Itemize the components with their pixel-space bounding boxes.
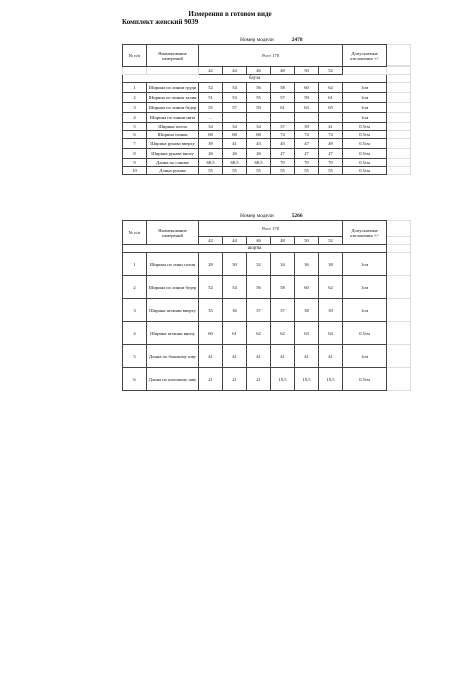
measurement-name-cell: Ширина по линии талии [147,93,199,103]
value-cell: 62 [319,276,343,299]
empty-cell [387,253,411,276]
size-cell: 44 [223,237,247,245]
value-cell: 74 [271,131,295,139]
row-number-cell: 3 [123,103,147,113]
value-cell: 55 [247,93,271,103]
model-number-line-2 [240,213,303,219]
value-cell: 55 [247,167,271,175]
size-cell: 46 [247,67,271,75]
measurement-name-cell: Ширина по лини талии [147,253,199,276]
empty-cell [387,103,411,113]
measurement-row [123,322,411,345]
value-cell: 21 [247,368,271,391]
value-cell: 58 [271,83,295,93]
measurement-row [123,299,411,322]
measurement-name-cell: Ширина штанин вверху [147,299,199,322]
value-cell: 55 [199,103,223,113]
value-cell: 60 [295,276,319,299]
value-cell [247,113,271,123]
measurement-name-cell: Ширина по линии бедер [147,276,199,299]
value-cell: 37 [271,123,295,131]
value-cell: 26 [247,149,271,159]
tolerance-cell: 1см [343,83,387,93]
value-cell: 19,5 [271,368,295,391]
row-number-cell: 4 [123,322,147,345]
size-cell: 48 [271,67,295,75]
value-cell: 27 [319,149,343,159]
row-number-cell: 6 [123,131,147,139]
value-cell: 19,5 [295,368,319,391]
empty-cell [387,45,411,66]
row-number-cell: 2 [123,276,147,299]
measurement-row [123,167,411,175]
measurement-row [123,139,411,149]
value-cell: 63 [295,103,319,113]
measurement-name-cell: Длина по боковому шву [147,345,199,368]
measurement-row [123,276,411,299]
empty-cell [387,167,411,175]
model-number: 2478 [291,37,303,43]
value-cell [295,113,319,123]
size-cell: 46 [247,237,271,245]
value-cell: 62 [319,83,343,93]
value-cell: 39 [199,139,223,149]
value-cell: 65 [319,103,343,113]
value-cell: 55 [319,167,343,175]
value-cell: 64 [319,322,343,345]
row-number-cell: 1 [123,83,147,93]
tolerance-cell: 1см [343,345,387,368]
tolerance-cell: 1см [343,276,387,299]
value-cell: 37 [247,299,271,322]
value-cell: 54 [223,83,247,93]
value-cell: 63 [295,322,319,345]
tolerance-cell: 0.5см [343,322,387,345]
measurement-row [123,93,411,103]
value-cell: 55 [271,167,295,175]
tolerance-cell: 1см [343,103,387,113]
measurement-row [123,113,411,123]
value-cell: 55 [199,167,223,175]
size-cell: 48 [271,237,295,245]
value-cell: 36 [295,253,319,276]
value-cell: 37 [271,299,295,322]
measurement-name-cell: Ширина плеча [147,123,199,131]
measurement-name-cell: Ширина по линии бедер [147,103,199,113]
measurement-row [123,368,411,391]
document-title: Измерения в готовом виде [188,10,272,18]
measurement-row [123,103,411,113]
value-cell: 45 [271,139,295,149]
value-cell [223,113,247,123]
value-cell: 49 [319,139,343,149]
header-number: № п/п [123,45,147,67]
value-cell: 32 [247,253,271,276]
measurement-row [123,159,411,167]
model-number: 5266 [291,213,303,219]
value-cell: 56 [247,83,271,93]
measurement-name-cell: Ширина спины [147,131,199,139]
value-cell: 68 [199,131,223,139]
tolerance-cell: 0.5см [343,159,387,167]
value-cell: 62 [247,322,271,345]
value-cell: 34 [199,123,223,131]
value-cell: 47 [295,139,319,149]
empty-cell [387,159,411,167]
value-cell: 55 [223,167,247,175]
size-cell: 52 [319,67,343,75]
value-cell: 26 [199,149,223,159]
size-cell: 42 [199,67,223,75]
row-number-cell: 1 [123,253,147,276]
value-cell: 74 [295,131,319,139]
measurement-row [123,83,411,93]
measurement-name-cell: Длина по шаговому шву [147,368,199,391]
tolerance-cell: 0.5см [343,149,387,159]
header-growth: Рост 170 [199,45,343,67]
value-cell: 74 [319,131,343,139]
empty-cell [387,299,411,322]
value-cell: 68,5 [223,159,247,167]
value-cell: 39 [319,299,343,322]
row-number-cell: 6 [123,368,147,391]
measurement-name-cell: Ширина рукава вверху [147,139,199,149]
measurement-row [123,253,411,276]
value-cell: 38 [295,299,319,322]
value-cell: 21 [223,368,247,391]
empty-cell [387,368,411,391]
row-number-cell: 5 [123,123,147,131]
value-cell: 41 [223,139,247,149]
model-label: Номер модели [240,213,274,219]
measurement-row [123,131,411,139]
value-cell: 68,5 [247,159,271,167]
empty-cell [387,113,411,123]
row-number-cell: 10 [123,167,147,175]
measurement-name-cell: Длина рукава [147,167,199,175]
model-number-line-1 [240,37,303,43]
header-tolerance: Допускаемые отклонения +/- [343,45,387,67]
tolerance-cell: 1см [343,113,387,123]
row-number-cell: 9 [123,159,147,167]
measurement-row [123,123,411,131]
model-label: Номер модели [240,37,274,43]
empty-cell [387,75,411,83]
header-growth: Рост 170 [199,221,343,237]
value-cell: 61 [223,322,247,345]
measurement-name-cell: Ширина штанин внизу [147,322,199,345]
value-cell: 68 [247,131,271,139]
value-cell: 27 [271,149,295,159]
value-cell: 54 [223,276,247,299]
value-cell: 58 [271,276,295,299]
empty-cell [123,67,147,75]
tolerance-cell: 0.5см [343,139,387,149]
size-row [123,67,411,75]
document-subtitle: Комплект женский 9039 [122,18,199,26]
value-cell: – [199,113,223,123]
empty-cell [387,322,411,345]
value-cell: 62 [271,322,295,345]
empty-cell [387,221,411,237]
value-cell: 61 [319,93,343,103]
size-cell: 44 [223,67,247,75]
value-cell: 60 [295,83,319,93]
value-cell: 41 [247,345,271,368]
empty-cell [387,245,411,253]
value-cell: 53 [223,93,247,103]
value-cell: 38 [319,253,343,276]
tolerance-cell: 1см [343,299,387,322]
value-cell: 34 [247,123,271,131]
header-name: Наименование измерений [147,221,199,245]
value-cell: 41 [319,345,343,368]
empty-cell [387,131,411,139]
value-cell: 30 [223,253,247,276]
value-cell: 59 [295,93,319,103]
value-cell: 70 [271,159,295,167]
header-number: № п/п [123,221,147,245]
header-tolerance: Допускаемые отклонения +/- [343,221,387,245]
value-cell: 52 [199,276,223,299]
tolerance-cell: 0.5см [343,167,387,175]
empty-cell [387,139,411,149]
value-cell [319,113,343,123]
empty-cell [387,83,411,93]
value-cell: 70 [295,159,319,167]
size-cell: 52 [319,237,343,245]
value-cell: 57 [271,93,295,103]
measurements-table-shorts [122,220,411,391]
value-cell: 36 [223,299,247,322]
row-number-cell: 5 [123,345,147,368]
value-cell: 34 [223,123,247,131]
tolerance-cell: 1см [343,93,387,103]
empty-cell [387,123,411,131]
value-cell: 59 [247,103,271,113]
value-cell: 41 [271,345,295,368]
value-cell: 61 [271,103,295,113]
row-number-cell: 8 [123,149,147,159]
size-cell: 42 [199,237,223,245]
header-name: Наименование измерений [147,45,199,67]
measurement-name-cell: Длина по спинке [147,159,199,167]
empty-cell [387,276,411,299]
tolerance-cell: 0.5см [343,368,387,391]
tolerance-cell: 1см [343,253,387,276]
value-cell: 68,5 [199,159,223,167]
measurement-row [123,345,411,368]
section-label-blouse: блуза [123,75,387,83]
empty-cell [343,67,387,75]
value-cell: 19,5 [319,368,343,391]
value-cell: 41 [319,123,343,131]
measurement-name-cell: Ширина рукава внизу [147,149,199,159]
tolerance-cell: 0.5см [343,123,387,131]
row-number-cell: 4 [123,113,147,123]
measurement-row [123,149,411,159]
value-cell: 41 [223,345,247,368]
value-cell: 70 [319,159,343,167]
tolerance-cell: 0.5см [343,131,387,139]
value-cell: 41 [199,345,223,368]
value-cell: 52 [199,83,223,93]
value-cell: 26 [223,149,247,159]
empty-cell [387,67,411,75]
value-cell: 57 [223,103,247,113]
value-cell: 34 [271,253,295,276]
value-cell: 41 [295,345,319,368]
value-cell: 68 [223,131,247,139]
value-cell: 56 [247,276,271,299]
value-cell: 21 [199,368,223,391]
size-cell: 50 [295,67,319,75]
value-cell: 28 [199,253,223,276]
empty-cell [387,237,411,245]
value-cell: 51 [199,93,223,103]
value-cell: 43 [247,139,271,149]
row-number-cell: 2 [123,93,147,103]
measurement-name-cell: Ширина по линии груди [147,83,199,93]
empty-cell [387,93,411,103]
value-cell: 35 [199,299,223,322]
row-number-cell: 7 [123,139,147,149]
value-cell: 39 [295,123,319,131]
size-cell: 50 [295,237,319,245]
measurements-table-blouse [122,44,411,175]
value-cell: 60 [199,322,223,345]
empty-cell [147,67,199,75]
section-label-shorts: шорты [123,245,387,253]
empty-cell [387,345,411,368]
value-cell: 27 [295,149,319,159]
row-number-cell: 3 [123,299,147,322]
value-cell: 55 [295,167,319,175]
empty-cell [387,149,411,159]
value-cell [271,113,295,123]
measurement-name-cell: Ширина по линии низа [147,113,199,123]
